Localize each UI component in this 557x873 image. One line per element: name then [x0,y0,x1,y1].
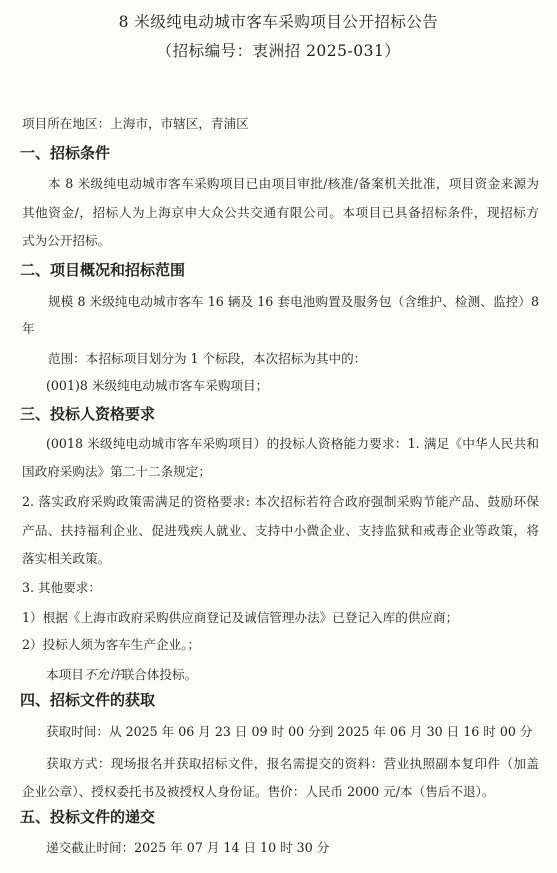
section-4-heading: 四、招标文件的获取 [20,691,156,709]
section-3-other-requirements: 3. 其他要求： [22,580,101,595]
section-2-lot: (001)8 米级纯电动城市客车采购项目； [46,378,269,393]
section-1-line-2: 其他资金/，招标人为上海京申大众公共交通有限公司。本项目已具备招标条件，现招标方 [22,205,539,220]
section-4-obtain-time: 获取时间：从 2025 年 06 月 23 日 09 时 00 分到 2025 年 06 月 30 日 16 时 00 分 [46,724,533,739]
document-title: 8 米级纯电动城市客车采购项目公开招标公告 [118,13,439,31]
section-3-heading: 三、投标人资格要求 [20,405,156,423]
section-4-obtain-method-line-1: 获取方式：现场报名并获取招标文件，报名需提交的资料：营业执照副本复印件（加盖 [46,756,539,771]
section-1-heading: 一、招标条件 [20,144,111,162]
section-2-scale-line-1: 规模 8 米级纯电动城市客车 16 辆及 16 套电池购置及服务包（含维护、检测、监控）8 [48,294,539,309]
project-region: 项目所在地区：上海市，市辖区，青浦区 [22,116,249,131]
section-4-obtain-method-line-2: 企业公章）、授权委托书及被授权人身份证。售价：人民币 2000 元/本（售后不退）。 [22,784,495,799]
section-5-deadline: 递交截止时间：2025 年 07 月 14 日 10 时 30 分 [46,840,330,855]
section-1-line-1: 本 8 米级纯电动城市客车采购项目已由项目审批/核准/备案机关批准，项目资金来源为 [48,176,539,191]
tender-number: （招标编号：衷洲招 2025-031） [156,42,401,60]
section-3-consortium-note [46,667,197,683]
section-3-requirement-1: 1）根据《上海市政府采购供应商登记及诚信管理办法》已登记入库的供应商； [22,610,459,625]
section-3-line-2: 国政府采购法》第二十二条规定； [22,464,211,479]
consortium-suffix: 联合体投标。 [121,667,198,682]
consortium-not-allowed: 不允许 [83,667,122,682]
section-1-line-3: 式为公开招标。 [22,233,111,248]
section-3-policy-line-1: 2. 落实政府采购政策需满足的资格要求: 本次招标若符合政府强制采购节能产品、鼓励环保 [22,494,539,509]
section-2-heading: 二、项目概况和招标范围 [20,261,186,279]
section-3-line-1: (0018 米级纯电动城市客车采购项目）的投标人资格能力要求：1. 满足《中华人民共和 [46,436,539,451]
section-2-scale-line-2: 年 [22,321,35,336]
section-3-policy-line-3: 落实相关政策。 [22,551,111,566]
section-3-requirement-2: 2）投标人须为客车生产企业。； [22,637,201,652]
consortium-prefix: 本项目 [46,667,84,682]
section-3-policy-line-2: 产品、扶持福利企业、促进残疾人就业、支持中小微企业、支持监狱和戒毒企业等政策，将 [22,523,539,538]
section-5-heading: 五、投标文件的递交 [20,808,156,826]
section-2-scope: 范围：本招标项目划分为 1 个标段，本次招标为其中的： [48,351,367,366]
